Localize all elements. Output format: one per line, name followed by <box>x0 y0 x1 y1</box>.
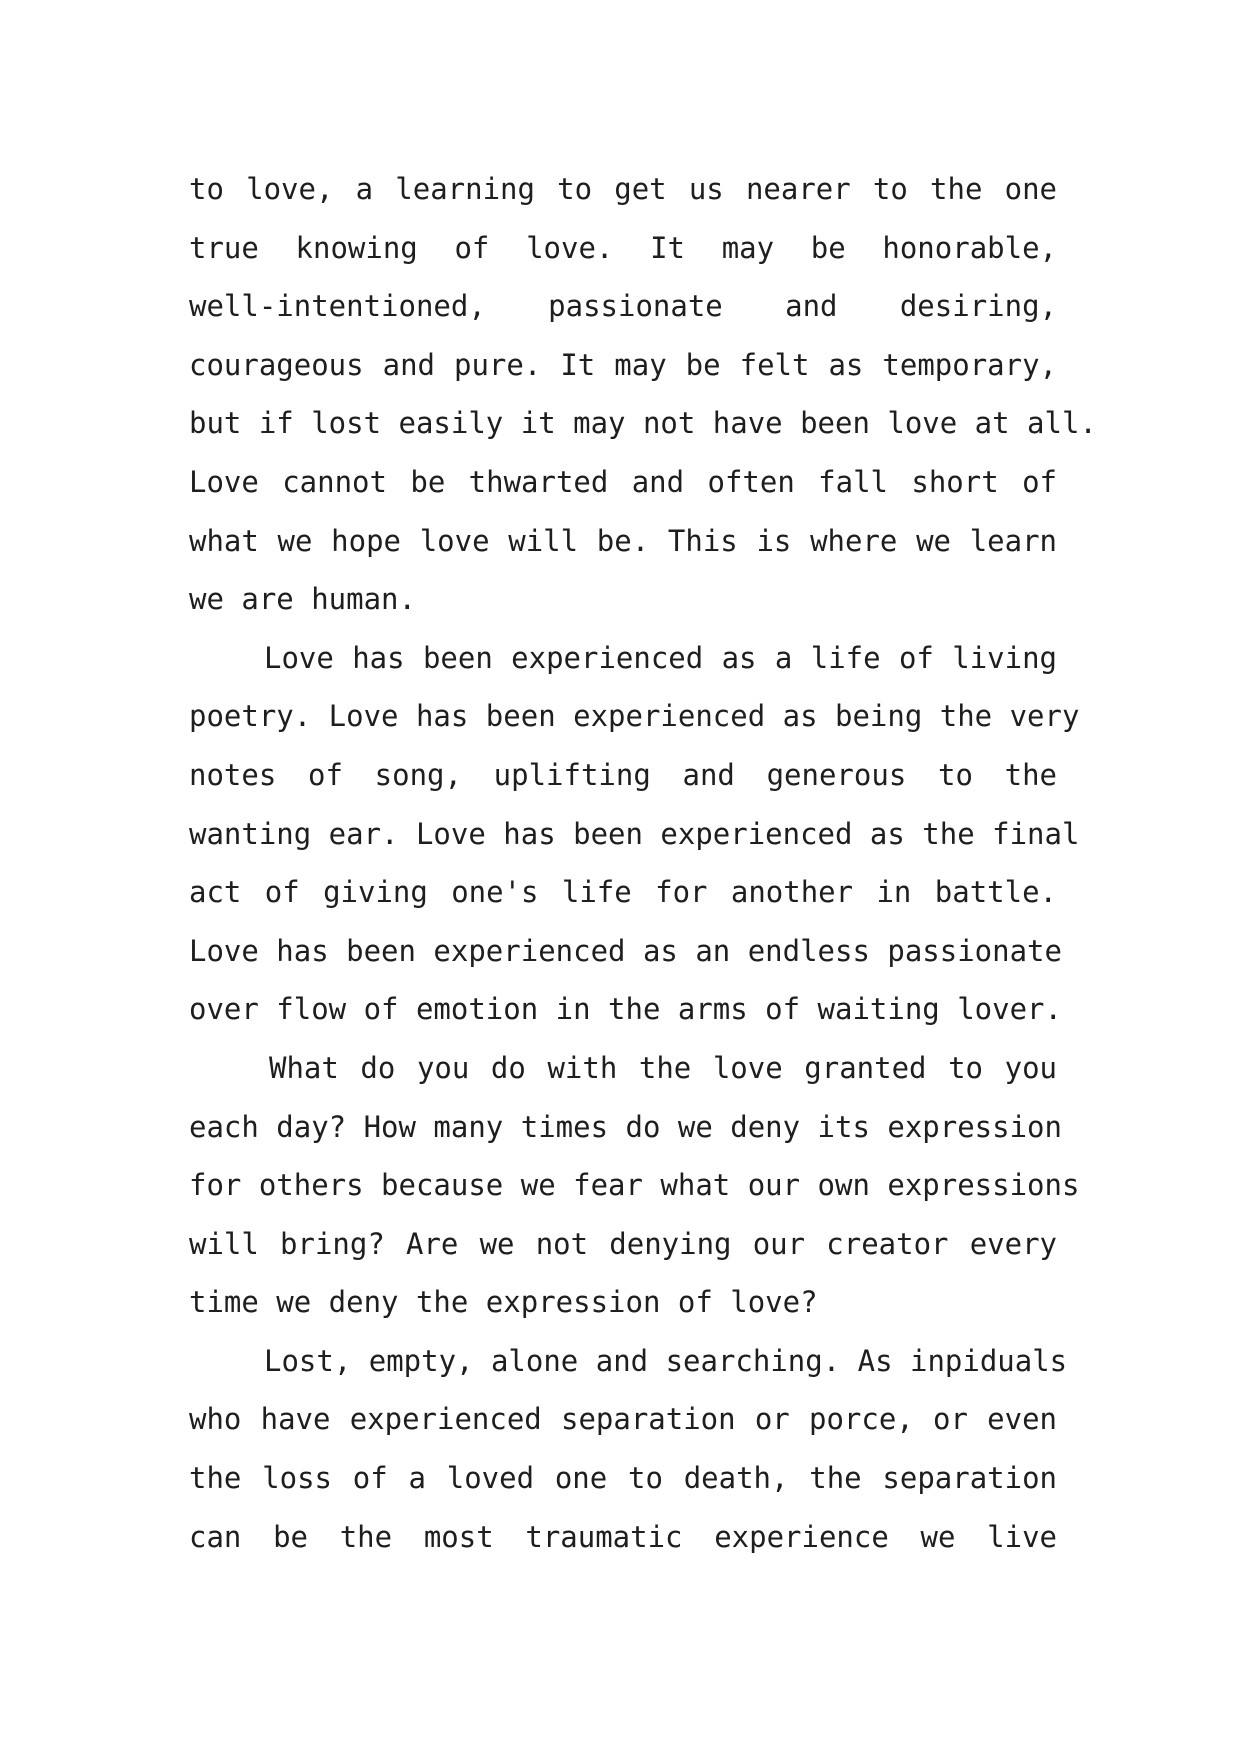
paragraph-first-line: What do you do with the love granted to you <box>269 1050 1057 1085</box>
text-line: act of giving one's life for another in battle. <box>189 875 1057 910</box>
text-line: courageous and pure. It may be felt as temporary, <box>189 347 1057 382</box>
paragraph-first-line: Lost, empty, alone and searching. As inpiduals <box>264 1343 1068 1378</box>
text-line: for others because we fear what our own expressions <box>189 1168 1080 1203</box>
text-line: but if lost easily it may not have been love at all. <box>189 406 1097 441</box>
text-line: Love has been experienced as an endless passionate <box>189 933 1062 968</box>
text-line: what we hope love will be. This is where we learn <box>189 523 1057 558</box>
text-line: to love, a learning to get us nearer to the one <box>189 172 1057 206</box>
text-line: the loss of a loved one to death, the separation <box>189 1461 1057 1496</box>
body-text <box>189 160 1097 1566</box>
text-line: who have experienced separation or porce, or even <box>189 1402 1057 1437</box>
text-line: over flow of emotion in the arms of waiting lover. <box>189 992 1062 1027</box>
text-line: can be the most traumatic experience we live <box>189 1519 1057 1554</box>
paragraph-first-line: Love has been experienced as a life of living <box>264 640 1057 675</box>
text-line: will bring? Are we not denying our creator every <box>189 1226 1057 1261</box>
text-line: each day? How many times do we deny its expression <box>189 1109 1062 1144</box>
text-line: Love cannot be thwarted and often fall short of <box>189 464 1057 499</box>
text-line: time we deny the expression of love? <box>189 1285 818 1320</box>
text-line: we are human. <box>189 582 416 617</box>
text-line: well-intentioned, passionate and desiring, <box>189 289 1057 324</box>
text-line: poetry. Love has been experienced as being the very <box>189 699 1080 734</box>
text-line: true knowing of love. It may be honorable, <box>189 230 1057 265</box>
text-line: notes of song, uplifting and generous to the <box>189 757 1057 792</box>
text-line: wanting ear. Love has been experienced as the final <box>189 816 1080 851</box>
